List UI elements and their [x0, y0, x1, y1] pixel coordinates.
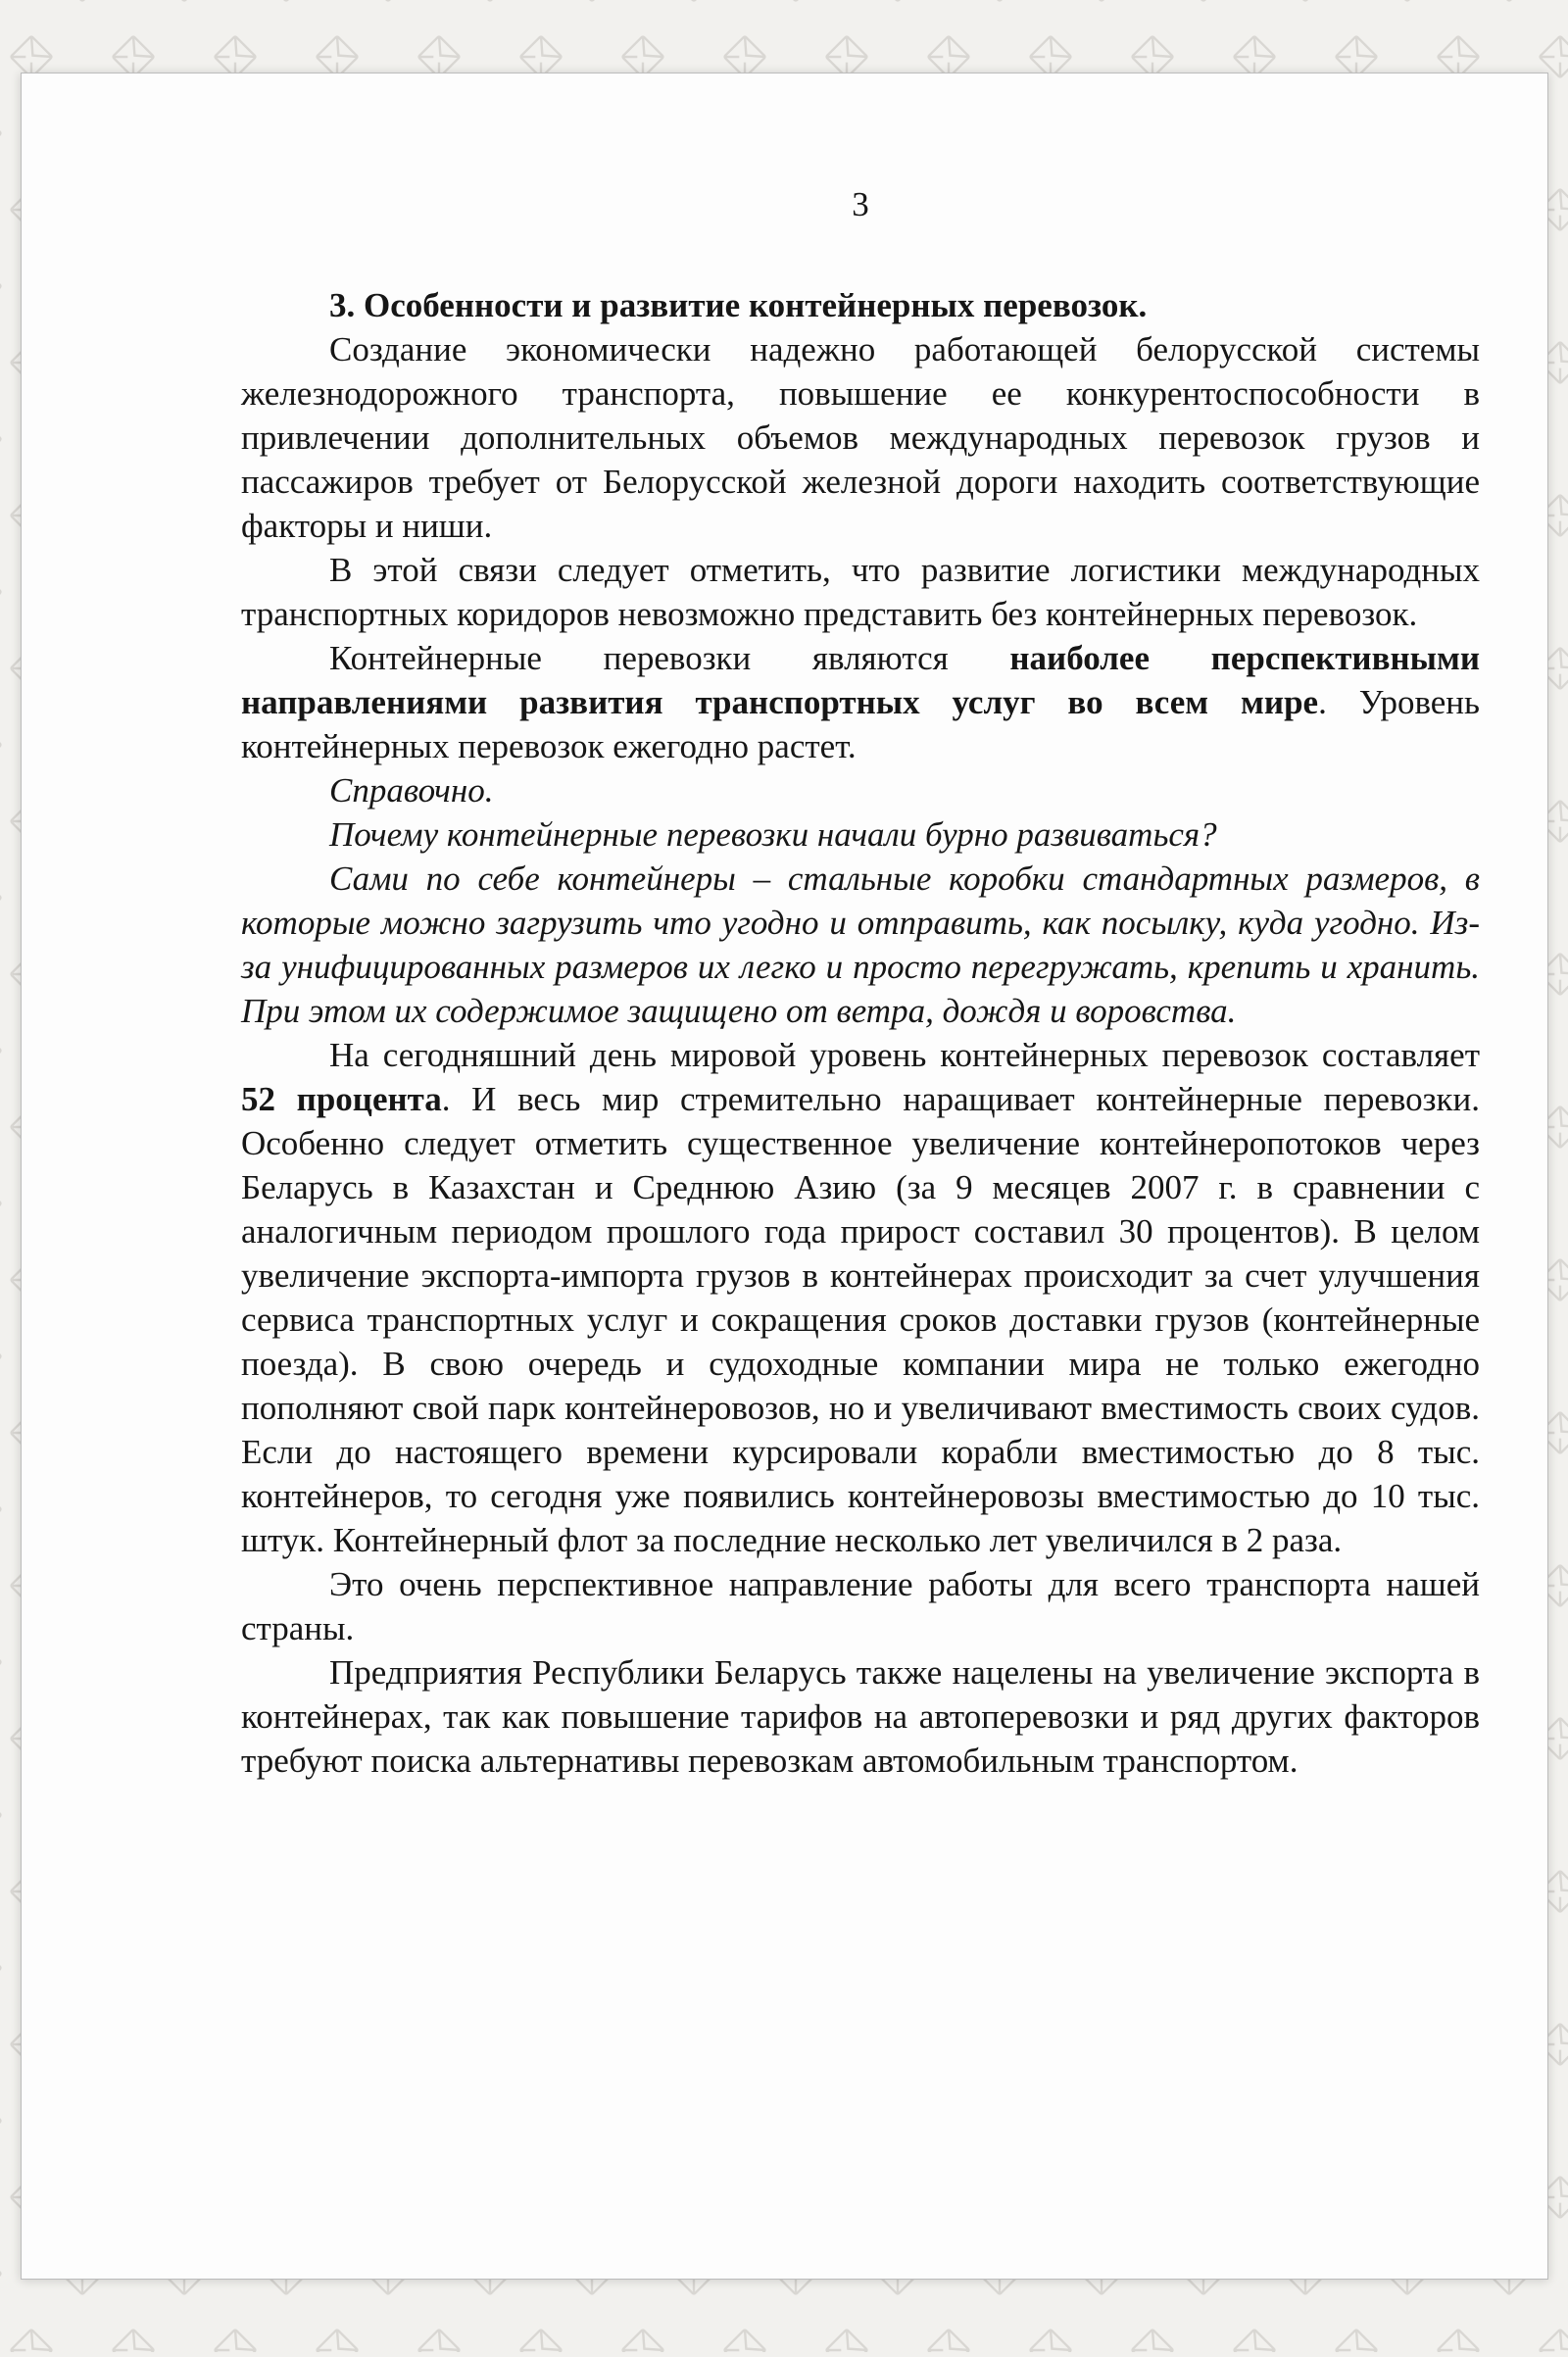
- paragraph: [241, 636, 1480, 768]
- paragraph: [241, 1562, 1480, 1650]
- paragraph: [241, 857, 1480, 1033]
- paragraph: [241, 1650, 1480, 1783]
- text-run: . И весь мир стремительно наращивает контейнерные перевозки. Особенно следует отметить существенное увеличение контейнеропотоков через Беларусь в Казахстан и Среднюю Азию (за 9 месяцев 2007 г. в сравнении с аналогичным периодом прошлого года прирост составил 30 процентов). В целом увеличение экспорта-импорта грузов в контейнерах происходит за счет улучшения сервиса транспортных услуг и сокращения сроков доставки грузов (контейнерные поезда). В свою очередь и судоходные компании мира не только ежегодно пополняют свой парк контейнеровозов, но и увеличивают вместимость своих судов. Если до настоящего времени курсировали корабли вместимостью до 8 тыс. контейнеров, то сегодня уже появились контейнеровозы вместимостью до 10 тыс. штук. Контейнерный флот за последние несколько лет увеличился в 2 раза.: [241, 1080, 1480, 1559]
- bold-text-run: наиболее перспективными направлениями развития транспортных услуг во всем мире: [241, 639, 1480, 721]
- text-run: Это очень перспективное направление работы для всего транспорта нашей страны.: [241, 1565, 1480, 1647]
- document-body-text: [241, 327, 1480, 1783]
- paragraph: [241, 768, 1480, 812]
- paragraph: [241, 327, 1480, 548]
- document-heading: 3. Особенности и развитие контейнерных перевозок.: [329, 286, 1148, 324]
- bold-text-run: 52 процента: [241, 1080, 442, 1118]
- page-number: 3: [852, 185, 869, 223]
- text-run: В этой связи следует отметить, что развитие логистики международных транспортных коридоров невозможно представить без контейнерных перевозок.: [241, 551, 1480, 633]
- text-run: Создание экономически надежно работающей белорусской системы железнодорожного транспорта, повышение ее конкурентоспособности в привлечении дополнительных объемов международных перевозок грузов и пассажиров требует от Белорусской железной дороги находить соответствующие факторы и ниши.: [241, 330, 1480, 545]
- text-run: На сегодняшний день мировой уровень контейнерных перевозок составляет: [329, 1036, 1480, 1074]
- paragraph: [241, 1033, 1480, 1562]
- page-content: [241, 74, 1480, 1783]
- text-run: Предприятия Республики Беларусь также нацелены на увеличение экспорта в контейнерах, так как повышение тарифов на автоперевозки и ряд других факторов требуют поиска альтернативы перевозкам автомобильным транспортом.: [241, 1653, 1480, 1780]
- page-sheet: [21, 73, 1548, 2280]
- text-run: Контейнерные перевозки являются: [329, 639, 1010, 677]
- text-run: Сами по себе контейнеры – стальные коробки стандартных размеров, в которые можно загрузить что угодно и отправить, как посылку, куда угодно. Из-за унифицированных размеров их легко и просто перегружать, крепить и хранить. При этом их содержимое защищено от ветра, дождя и воровства.: [241, 859, 1480, 1030]
- paragraph: [241, 548, 1480, 636]
- text-run: Справочно.: [329, 771, 494, 810]
- text-run: Почему контейнерные перевозки начали бурно развиваться?: [329, 815, 1217, 854]
- paragraph: [241, 812, 1480, 857]
- text-run: . Уровень контейнерных перевозок ежегодно растет.: [241, 683, 1480, 765]
